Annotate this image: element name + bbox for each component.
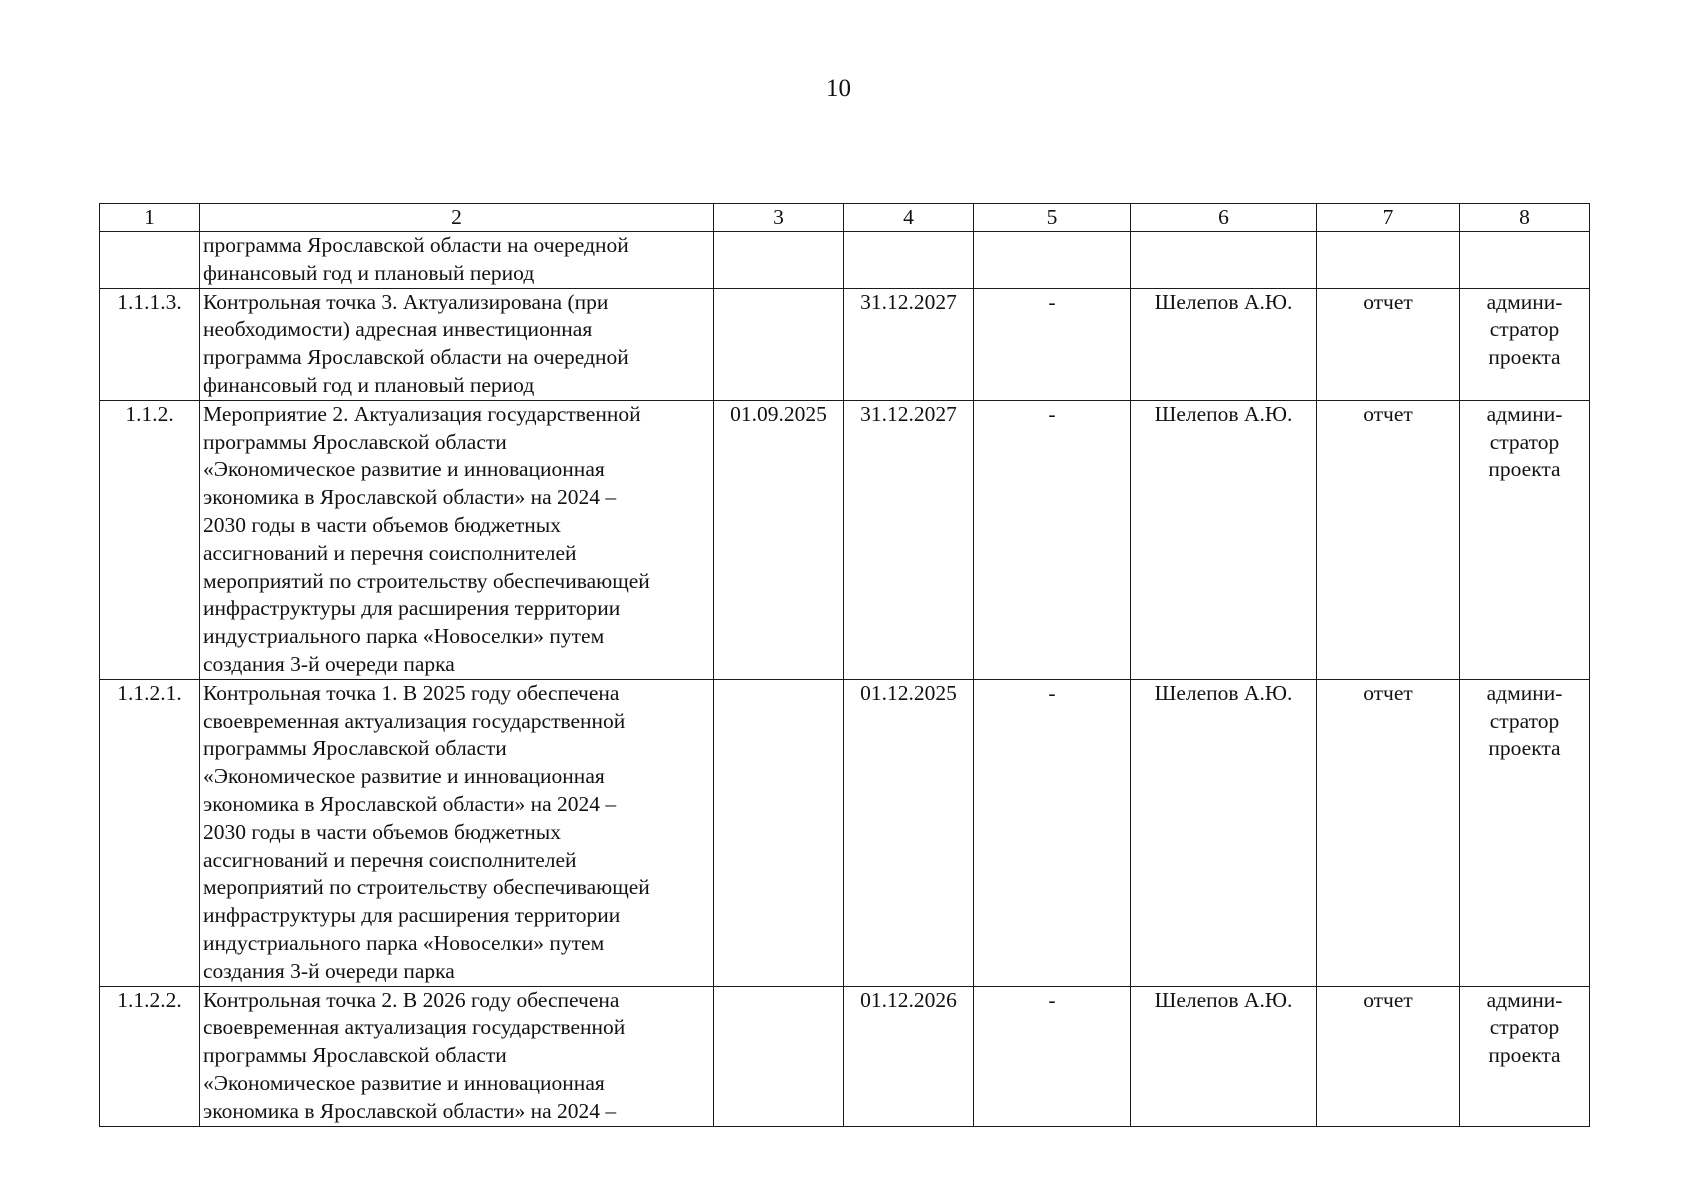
row-end-date: 31.12.2027 — [844, 288, 974, 400]
row-column-5: - — [974, 679, 1131, 986]
row-role: админи- стратор проекта — [1460, 400, 1590, 679]
header-col-4: 4 — [844, 204, 974, 232]
row-document: отчет — [1317, 679, 1460, 986]
row-document — [1317, 232, 1460, 289]
table-row — [100, 288, 1590, 400]
header-col-8: 8 — [1460, 204, 1590, 232]
row-description: программа Ярославской области на очередной финансовый год и плановый период — [200, 232, 714, 289]
row-role — [1460, 232, 1590, 289]
row-responsible: Шелепов А.Ю. — [1131, 400, 1317, 679]
row-start-date — [714, 232, 844, 289]
row-role: админи- стратор проекта — [1460, 679, 1590, 986]
row-start-date — [714, 679, 844, 986]
page-number: 10 — [826, 75, 851, 102]
row-description: Контрольная точка 3. Актуализирована (при необходимости) адресная инвестиционная программа Ярославской области на очередной финансовый год и плановый период — [200, 288, 714, 400]
row-column-5: - — [974, 288, 1131, 400]
row-responsible — [1131, 232, 1317, 289]
table-row — [100, 400, 1590, 679]
row-role: админи- стратор проекта — [1460, 288, 1590, 400]
header-col-5: 5 — [974, 204, 1131, 232]
row-start-date — [714, 986, 844, 1126]
row-responsible: Шелепов А.Ю. — [1131, 679, 1317, 986]
row-description: Мероприятие 2. Актуализация государственной программы Ярославской области «Экономическое развитие и инновационная экономика в Ярославской области» на 2024 – 2030 годы в части объемов бюджетных ассигнований и перечня соисполнителей мероприятий по строительству обеспечивающей инфраструктуры для расширения территории индустриального парка «Новоселки» путем создания 3-й очереди парка — [200, 400, 714, 679]
row-responsible: Шелепов А.Ю. — [1131, 986, 1317, 1126]
row-number: 1.1.2. — [100, 400, 200, 679]
row-end-date: 01.12.2025 — [844, 679, 974, 986]
row-role: админи- стратор проекта — [1460, 986, 1590, 1126]
row-number: 1.1.2.1. — [100, 679, 200, 986]
header-col-2: 2 — [200, 204, 714, 232]
row-number: 1.1.2.2. — [100, 986, 200, 1126]
row-document: отчет — [1317, 986, 1460, 1126]
row-column-5: - — [974, 986, 1131, 1126]
row-document: отчет — [1317, 288, 1460, 400]
row-column-5 — [974, 232, 1131, 289]
row-description: Контрольная точка 1. В 2025 году обеспечена своевременная актуализация государственной программы Ярославской области «Экономическое развитие и инновационная экономика в Ярославской области» на 2024 – 2030 годы в части объемов бюджетных ассигнований и перечня соисполнителей мероприятий по строительству обеспечивающей инфраструктуры для расширения территории индустриального парка «Новоселки» путем создания 3-й очереди парка — [200, 679, 714, 986]
header-col-7: 7 — [1317, 204, 1460, 232]
row-number: 1.1.1.3. — [100, 288, 200, 400]
header-col-1: 1 — [100, 204, 200, 232]
row-responsible: Шелепов А.Ю. — [1131, 288, 1317, 400]
header-row — [100, 204, 1590, 232]
table-row — [100, 986, 1590, 1126]
row-description: Контрольная точка 2. В 2026 году обеспечена своевременная актуализация государственной программы Ярославской области «Экономическое развитие и инновационная экономика в Ярославской области» на 2024 – — [200, 986, 714, 1126]
plan-table — [99, 203, 1590, 1127]
table-row — [100, 232, 1590, 289]
table-row — [100, 679, 1590, 986]
row-column-5: - — [974, 400, 1131, 679]
row-number — [100, 232, 200, 289]
row-end-date: 01.12.2026 — [844, 986, 974, 1126]
header-col-6: 6 — [1131, 204, 1317, 232]
row-start-date — [714, 288, 844, 400]
header-col-3: 3 — [714, 204, 844, 232]
row-document: отчет — [1317, 400, 1460, 679]
row-end-date — [844, 232, 974, 289]
row-start-date: 01.09.2025 — [714, 400, 844, 679]
row-end-date: 31.12.2027 — [844, 400, 974, 679]
